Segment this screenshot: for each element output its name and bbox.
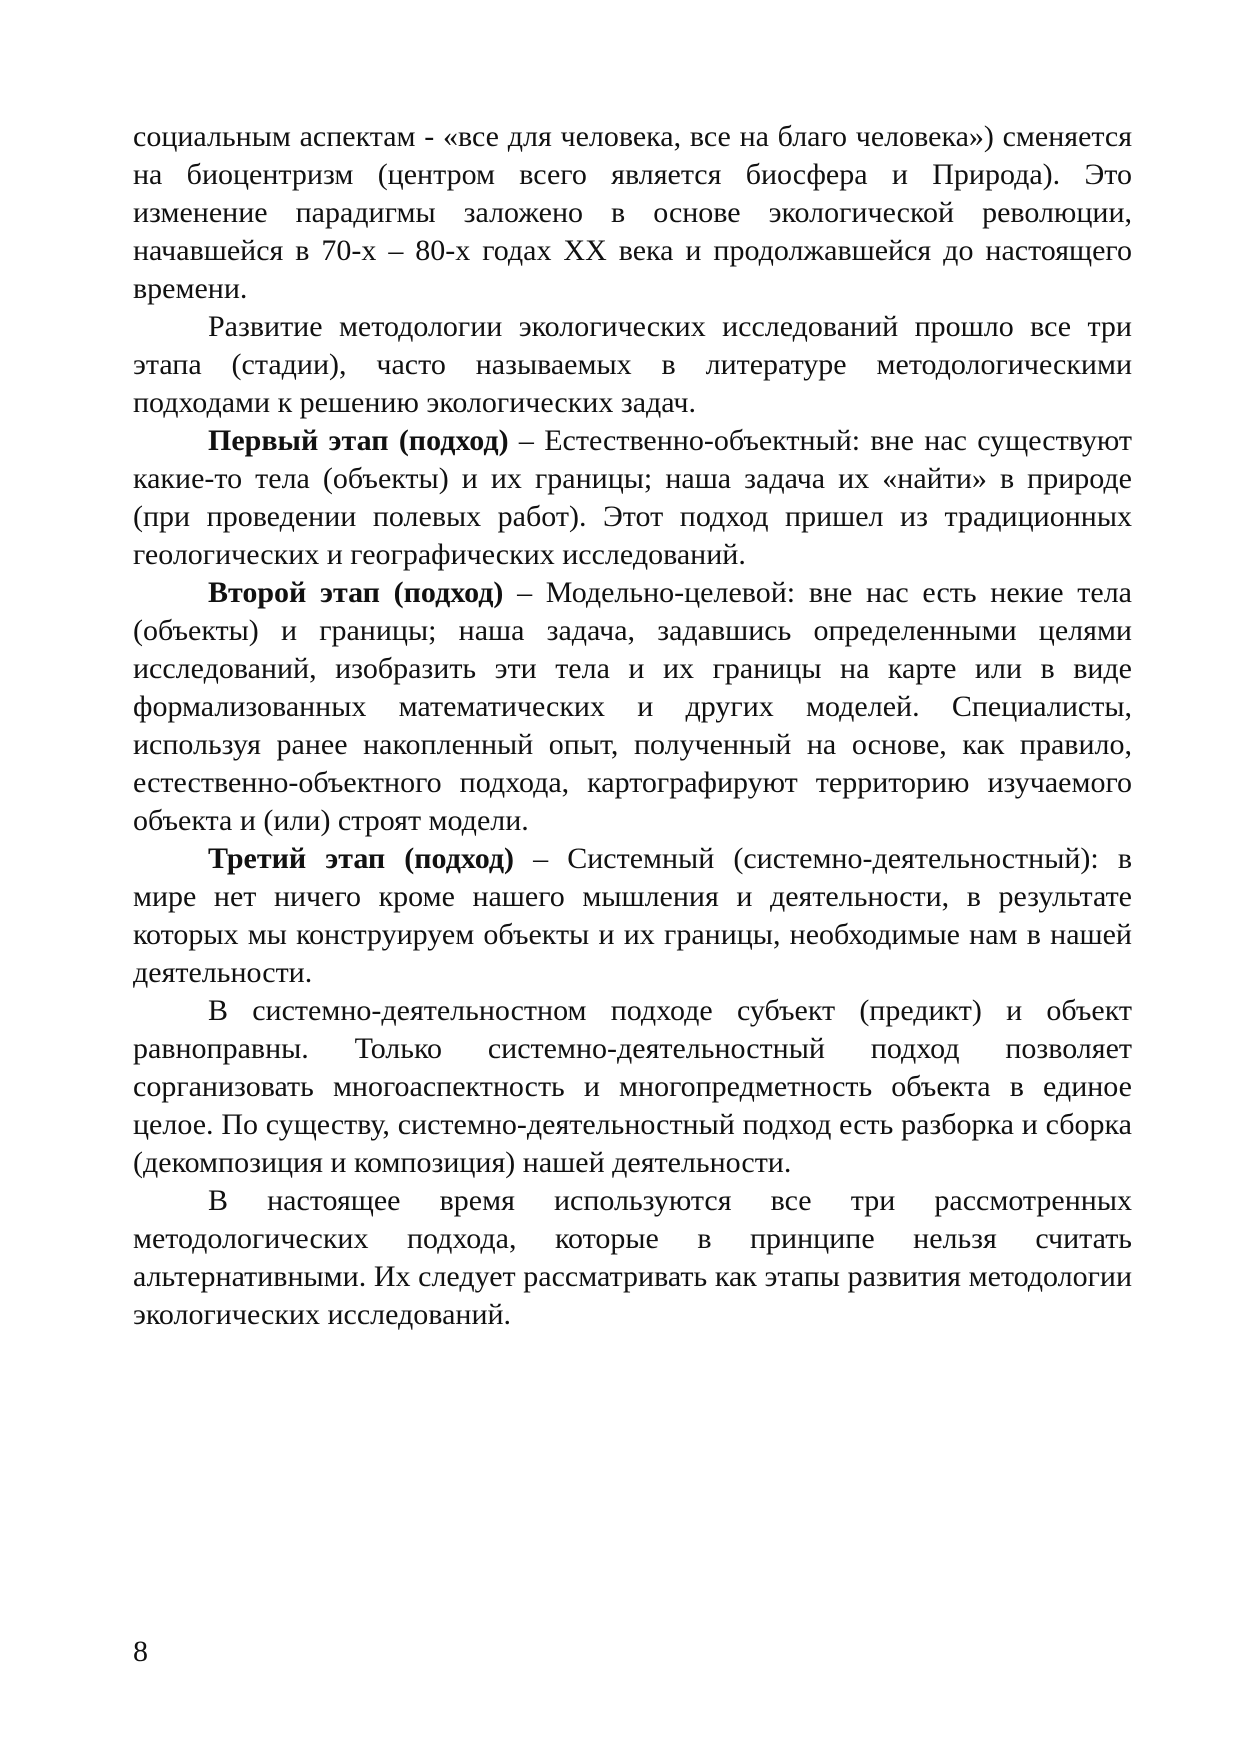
paragraph-text: – Модельно-целевой: вне нас есть некие тела (объекты) и границы; наша задача, задавшись определенными целями исследований, изобразить эти тела и их границы на карте или в виде формализованных математических и других моделей. Специалисты, используя ранее накопленный опыт, полученный на основе, как правило, естественно-объектного подхода, картографируют территорию изучаемого объекта и (или) строят модели. xyxy=(133,576,1132,837)
first-stage-heading: Первый этап (подход) xyxy=(208,424,509,457)
paragraph-methodology xyxy=(133,308,1132,422)
paragraph-third-stage xyxy=(133,840,1132,992)
paragraph-text: социальным аспектам - «все для человека, все на благо человека») сменяется на биоцентризм (центром всего является биосфера и Природа). Это изменение парадигмы заложено в основе экологической революции, начавшейся в 70-х – 80-х годах XX века и продолжавшейся до настоящего времени. xyxy=(133,120,1132,305)
paragraph-conclusion xyxy=(133,1182,1132,1334)
second-stage-heading: Второй этап (подход) xyxy=(208,576,504,609)
paragraph-intro xyxy=(133,118,1132,308)
page-number: 8 xyxy=(133,1635,148,1668)
paragraph-text: В настоящее время используются все три рассмотренных методологических подхода, которые в принципе нельзя считать альтернативными. Их следует рассматривать как этапы развития методологии экологических исследований. xyxy=(133,1184,1132,1331)
body-text xyxy=(133,118,1132,1334)
paragraph-second-stage xyxy=(133,574,1132,840)
paragraph-text: Развитие методологии экологических исследований прошло все три этапа (стадии), часто называемых в литературе методологическими подходами к решению экологических задач. xyxy=(133,310,1132,419)
paragraph-first-stage xyxy=(133,422,1132,574)
paragraph-text: – Системный (системно-деятельностный): в мире нет ничего кроме нашего мышления и деятельности, в результате которых мы конструируем объекты и их границы, необходимые нам в нашей деятельности. xyxy=(133,842,1132,989)
third-stage-heading: Третий этап (подход) xyxy=(208,842,515,875)
paragraph-text: – Естественно-объектный: вне нас существуют какие-то тела (объекты) и их границы; наша задача их «найти» в природе (при проведении полевых работ). Этот подход пришел из традиционных геологических и географических исследований. xyxy=(133,424,1133,571)
paragraph-system-activity xyxy=(133,992,1132,1182)
paragraph-text: В системно-деятельностном подходе субъект (предикт) и объект равноправны. Только системно-деятельностный подход позволяет сорганизовать многоаспектность и многопредметность объекта в единое целое. По существу, системно-деятельностный подход есть разборка и сборка (декомпозиция и композиция) нашей деятельности. xyxy=(133,994,1132,1179)
